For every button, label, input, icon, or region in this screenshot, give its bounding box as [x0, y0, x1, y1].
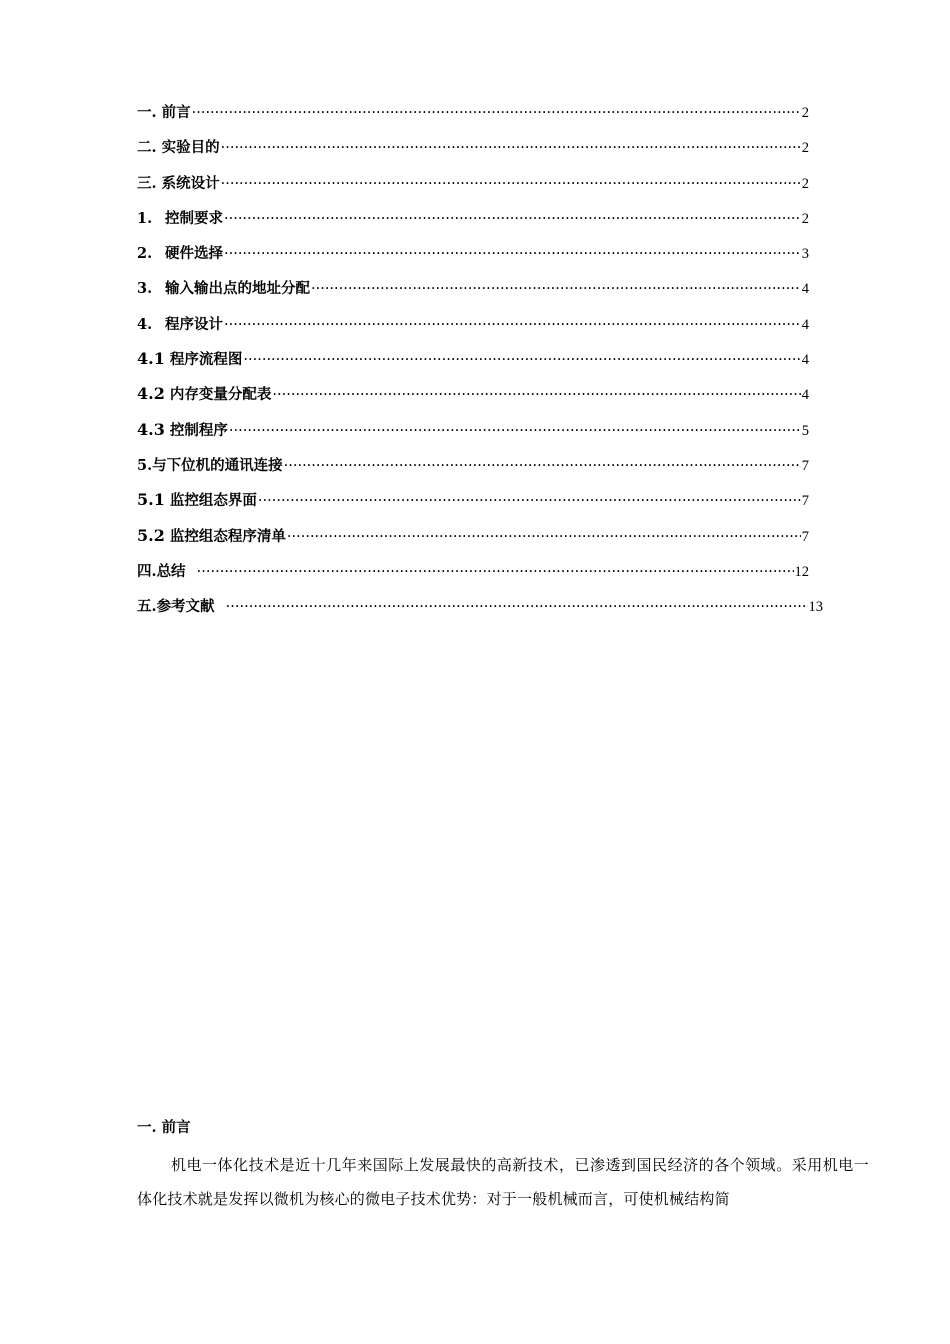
toc-entry-number: 三. — [137, 174, 157, 192]
toc-dot-leader — [226, 599, 808, 615]
toc-page-number: 4 — [801, 387, 809, 404]
toc-entry-number: 3. — [137, 280, 153, 298]
toc-entry-number: 4.3 — [137, 419, 165, 439]
toc-entry-references[interactable] — [137, 595, 823, 630]
toc-entry-number: 二. — [137, 139, 157, 157]
table-of-contents — [137, 101, 823, 630]
toc-entry-title: 输入输出点的地址分配 — [165, 280, 310, 298]
toc-entry-system-design[interactable] — [137, 172, 809, 207]
toc-entry-title: 监控组态程序清单 — [169, 527, 286, 545]
toc-page-number: 13 — [808, 599, 823, 616]
toc-page-number: 4 — [801, 281, 809, 298]
toc-entry-communication[interactable] — [137, 454, 809, 489]
toc-entry-monitor-interface[interactable] — [137, 489, 809, 524]
toc-entry-title: 控制程序 — [169, 421, 228, 439]
toc-entry-control-program[interactable] — [137, 419, 809, 454]
toc-entry-io-address[interactable] — [137, 277, 809, 312]
toc-dot-leader — [224, 246, 801, 262]
toc-dot-leader — [284, 458, 801, 474]
toc-entry-number: 2. — [137, 245, 153, 263]
toc-page-number: 5 — [801, 422, 809, 439]
toc-entry-title: 内存变量分配表 — [169, 386, 272, 404]
toc-entry-number: 5. — [137, 456, 153, 474]
toc-entry-number: 四. — [137, 562, 157, 580]
toc-page-number: 2 — [801, 140, 809, 157]
toc-entry-number: 4.1 — [137, 349, 165, 369]
toc-dot-leader — [272, 387, 800, 403]
toc-dot-leader — [229, 423, 801, 439]
toc-dot-leader — [197, 564, 794, 580]
body-paragraph: 机电一体化技术是近十几年来国际上发展最快的高新技术，已渗透到国民经济的各个领域。采用机电一体化技术就是发挥以微机为核心的微电子技术优势：对于一般机械而言，可使机械结构简 — [137, 1156, 869, 1208]
toc-entry-number: 5.2 — [137, 525, 165, 545]
toc-entry-number: 5.1 — [137, 490, 165, 510]
toc-entry-title: 总结 — [156, 562, 186, 580]
toc-page-number: 2 — [801, 175, 809, 192]
toc-entry-summary[interactable] — [137, 560, 809, 595]
toc-page-number: 4 — [801, 352, 809, 369]
toc-dot-leader — [311, 281, 801, 297]
toc-entry-purpose[interactable] — [137, 136, 809, 171]
section-heading-preface: 一. 前言 — [137, 1119, 191, 1136]
toc-page-number: 7 — [801, 528, 809, 545]
toc-dot-leader — [258, 493, 801, 509]
toc-page-number: 4 — [801, 316, 809, 333]
toc-page-number: 7 — [801, 457, 809, 474]
toc-entry-title: 参考文献 — [156, 598, 215, 616]
toc-entry-number: 五. — [137, 598, 157, 616]
toc-entry-number: 4. — [137, 315, 153, 333]
toc-dot-leader — [224, 211, 801, 227]
toc-dot-leader — [287, 529, 801, 545]
toc-page-number: 2 — [801, 210, 809, 227]
toc-page-number: 3 — [801, 246, 809, 263]
toc-dot-leader — [224, 317, 801, 333]
toc-dot-leader — [221, 176, 801, 192]
toc-entry-program-design[interactable] — [137, 313, 809, 348]
toc-entry-memory-table[interactable] — [137, 383, 809, 418]
toc-entry-number: 4.2 — [137, 384, 165, 404]
toc-page-number: 12 — [794, 563, 809, 580]
toc-page-number: 2 — [801, 105, 809, 121]
toc-entry-preface[interactable] — [137, 101, 809, 136]
toc-entry-monitor-program-list[interactable] — [137, 525, 809, 560]
toc-entry-control-requirements[interactable] — [137, 207, 809, 242]
toc-entry-title: 程序设计 — [165, 315, 223, 333]
toc-entry-title: 与下位机的通讯连接 — [152, 456, 283, 474]
toc-entry-title: 监控组态界面 — [169, 492, 257, 510]
toc-entry-title: 控制要求 — [165, 209, 223, 227]
toc-entry-title: 系统设计 — [161, 174, 220, 192]
toc-dot-leader — [192, 105, 801, 121]
toc-entry-title: 实验目的 — [161, 139, 220, 157]
toc-page-number: 7 — [801, 493, 809, 510]
toc-entry-title: 前言 — [161, 104, 191, 121]
toc-entry-title: 程序流程图 — [169, 351, 243, 369]
toc-entry-number: 一. — [137, 104, 157, 121]
toc-entry-flowchart[interactable] — [137, 348, 809, 383]
toc-dot-leader — [243, 352, 800, 368]
toc-entry-title: 硬件选择 — [165, 245, 223, 263]
toc-entry-number: 1. — [137, 209, 153, 227]
toc-dot-leader — [221, 140, 801, 156]
toc-entry-hardware-selection[interactable] — [137, 242, 809, 277]
